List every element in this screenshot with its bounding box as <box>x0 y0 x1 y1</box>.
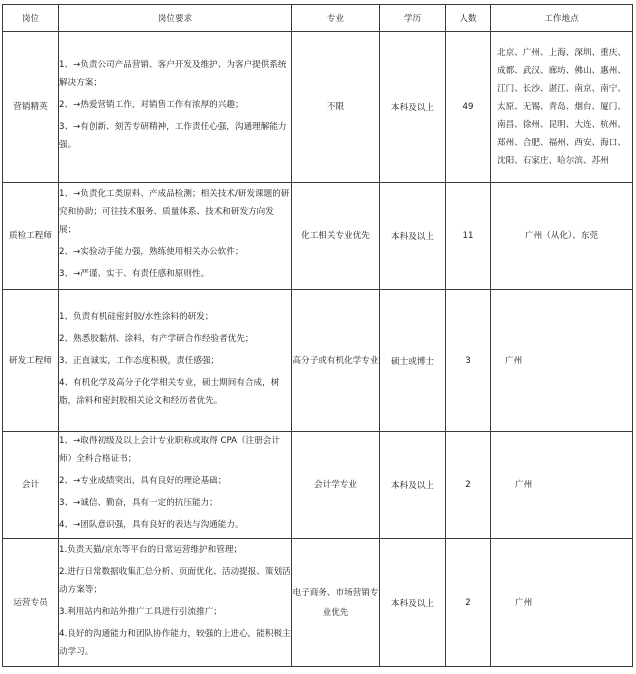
table-row <box>3 290 633 432</box>
requirement-item: 1、负责有机硅密封胶/水性涂料的研发； <box>59 311 214 322</box>
position-cell: 质检工程师 <box>3 183 59 290</box>
requirements-cell <box>59 290 292 432</box>
major-cell: 不限 <box>292 32 380 183</box>
requirements-cell <box>59 32 292 183</box>
major-cell: 会计学专业 <box>292 432 380 539</box>
location-cell: 广州 <box>491 290 633 432</box>
position-cell: 运营专员 <box>3 539 59 667</box>
education-cell: 本科及以上 <box>380 432 446 539</box>
position-cell: 营销精英 <box>3 32 59 183</box>
requirement-item: 2、→专业成绩突出，具有良好的理论基础； <box>59 476 227 486</box>
requirement-item: 1.负责天猫/京东等平台的日常运营维护和管理； <box>59 544 242 555</box>
table-row <box>3 32 633 183</box>
location-cell: 北京、广州、上海、深圳、重庆、成都、武汉、廊坊、佛山、惠州、江门、长沙、湛江、南京、南宁、太原、无锡、青岛、烟台、厦门、南昌、徐州、昆明、大连、杭州、郑州、合肥、福州、西安、海口、沈阳、石家庄、哈尔滨、苏州 <box>491 32 633 183</box>
requirement-item: 3、→诚信、勤奋，具有一定的抗压能力； <box>59 498 218 508</box>
requirement-item: 4.良好的沟通能力和团队协作能力，较强的上进心，能积极主动学习。 <box>59 628 291 657</box>
recruitment-table <box>2 4 633 667</box>
table-row <box>3 539 633 667</box>
header-count: 人数 <box>446 5 491 32</box>
requirements-cell <box>59 183 292 290</box>
requirement-item: 2、→热爱营销工作，对销售工作有浓厚的兴趣； <box>59 100 244 110</box>
position-cell: 会计 <box>3 432 59 539</box>
header-education: 学历 <box>380 5 446 32</box>
major-cell: 高分子或有机化学专业 <box>292 290 380 432</box>
requirement-item: 2、→实验动手能力强，熟练使用相关办公软件； <box>59 247 244 257</box>
header-requirements: 岗位要求 <box>59 5 292 32</box>
education-cell: 本科及以上 <box>380 539 446 667</box>
requirement-item: 2、熟悉胶黏剂、涂料，有产学研合作经验者优先； <box>59 333 254 344</box>
location-cell: 广州 <box>491 539 633 667</box>
requirement-item: 4、有机化学及高分子化学相关专业，硕士期间有合成，树脂，涂料和密封胶相关论文和经历者优先。 <box>59 377 280 406</box>
requirement-item: 2.进行日常数据收集汇总分析、页面优化、活动提报、策划活动方案等； <box>59 566 291 595</box>
requirement-item: 1、→负责公司产品营销、客户开发及维护、为客户提供系统解决方案； <box>59 60 287 88</box>
requirement-item: 1、→取得初级及以上会计专业职称或取得 CPA（注册会计师）全科合格证书； <box>59 436 280 464</box>
major-cell: 电子商务、市场营销专业优先 <box>292 539 380 667</box>
position-cell: 研发工程师 <box>3 290 59 432</box>
requirement-item: 3.利用站内和站外推广工具进行引流推广； <box>59 606 222 617</box>
count-cell: 2 <box>446 539 491 667</box>
table-row <box>3 183 633 290</box>
requirement-item: 3、正直诚实，工作态度积极，责任感强； <box>59 355 220 366</box>
major-cell: 化工相关专业优先 <box>292 183 380 290</box>
table-row <box>3 432 633 539</box>
education-cell: 本科及以上 <box>380 183 446 290</box>
requirement-item: 4、→团队意识强，具有良好的表达与沟通能力。 <box>59 520 244 530</box>
location-cell: 广州（从化）、东莞 <box>491 183 633 290</box>
count-cell: 11 <box>446 183 491 290</box>
count-cell: 3 <box>446 290 491 432</box>
education-cell: 本科及以上 <box>380 32 446 183</box>
header-major: 专业 <box>292 5 380 32</box>
location-cell: 广州 <box>491 432 633 539</box>
requirements-cell <box>59 539 292 667</box>
count-cell: 2 <box>446 432 491 539</box>
header-position: 岗位 <box>3 5 59 32</box>
header-location: 工作地点 <box>491 5 633 32</box>
education-cell: 硕士或博士 <box>380 290 446 432</box>
count-cell: 49 <box>446 32 491 183</box>
header-row <box>3 5 633 32</box>
requirement-item: 3、→有创新、刻苦专研精神，工作责任心强，沟通理解能力强。 <box>59 122 287 150</box>
requirement-item: 3、→严谨、实干、有责任感和原则性。 <box>59 269 210 279</box>
requirements-cell <box>59 432 292 539</box>
requirement-item: 1、→负责化工类原料、产成品检测；相关技术/研发课题的研究和协助；可往技术服务、质量体系、技术和研发方向发展； <box>59 189 290 235</box>
